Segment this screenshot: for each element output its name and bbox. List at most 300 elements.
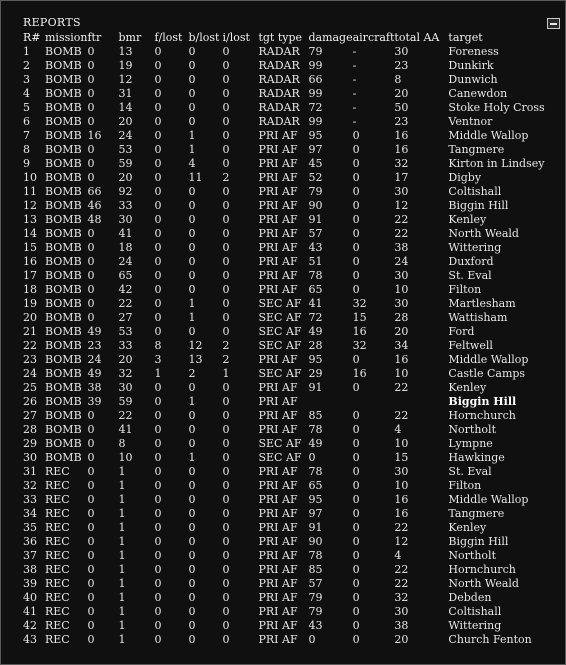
cell-b-lost: 0 [188, 535, 196, 548]
cell-target: Middle Wallop [448, 493, 529, 506]
cell-total-aa: 22 [394, 563, 409, 576]
cell-bmr: 22 [118, 409, 133, 422]
cell-bmr: 1 [118, 465, 126, 478]
cell-aircraft: 0 [352, 255, 360, 268]
cell-tgt-type: SEC AF [258, 297, 302, 310]
col-header-f-lost: f/lost [154, 31, 183, 44]
cell-rnum: 34 [23, 507, 37, 520]
cell-i-lost: 0 [222, 199, 230, 212]
table-row[interactable] [23, 437, 550, 451]
cell-total-aa: 15 [394, 451, 409, 464]
cell-aircraft: - [352, 101, 357, 114]
cell-i-lost: 2 [222, 339, 230, 352]
cell-i-lost: 0 [222, 241, 230, 254]
cell-tgt-type: PRI AF [258, 171, 298, 184]
cell-aircraft: 0 [352, 213, 360, 226]
cell-damage: 43 [308, 619, 323, 632]
cell-rnum: 10 [23, 171, 37, 184]
cell-aircraft: 0 [352, 633, 360, 646]
cell-mission: BOMB [45, 283, 82, 296]
cell-damage: 91 [308, 213, 323, 226]
cell-aircraft: 0 [352, 185, 360, 198]
cell-aircraft: 0 [352, 521, 360, 534]
cell-bmr: 1 [118, 577, 126, 590]
cell-bmr: 8 [118, 437, 126, 450]
cell-f-lost: 0 [154, 87, 162, 100]
cell-damage: 99 [308, 87, 323, 100]
cell-mission: BOMB [45, 423, 82, 436]
cell-total-aa: 20 [394, 325, 409, 338]
cell-f-lost: 0 [154, 143, 162, 156]
cell-total-aa: 16 [394, 507, 409, 520]
cell-f-lost: 1 [154, 367, 162, 380]
cell-mission: BOMB [45, 381, 82, 394]
cell-damage: 97 [308, 143, 323, 156]
cell-damage [308, 395, 352, 409]
cell-damage: 0 [308, 633, 316, 646]
cell-b-lost: 1 [188, 395, 196, 408]
cell-aircraft: 0 [352, 269, 360, 282]
cell-bmr: 20 [118, 353, 133, 366]
table-row[interactable] [23, 101, 550, 115]
cell-target: Hawkinge [448, 451, 505, 464]
table-row[interactable] [23, 129, 550, 143]
table-row[interactable] [23, 283, 550, 297]
table-row[interactable] [23, 521, 550, 535]
cell-mission: REC [45, 479, 70, 492]
cell-bmr: 1 [118, 507, 126, 520]
cell-aircraft: 0 [352, 129, 360, 142]
cell-damage: 97 [308, 507, 323, 520]
cell-tgt-type: PRI AF [258, 227, 298, 240]
cell-target: Hornchurch [448, 563, 516, 576]
cell-target: Stoke Holy Cross [448, 101, 545, 114]
cell-total-aa: 23 [394, 115, 409, 128]
cell-b-lost: 0 [188, 381, 196, 394]
cell-i-lost: 0 [222, 45, 230, 58]
cell-ftr: 0 [87, 87, 95, 100]
cell-rnum: 25 [23, 381, 37, 394]
cell-tgt-type: PRI AF [258, 507, 298, 520]
cell-tgt-type: PRI AF [258, 605, 298, 618]
cell-tgt-type: PRI AF [258, 521, 298, 534]
cell-target: Church Fenton [448, 633, 532, 646]
cell-aircraft: 0 [352, 493, 360, 506]
cell-tgt-type: PRI AF [258, 479, 298, 492]
cell-f-lost: 0 [154, 241, 162, 254]
cell-mission: BOMB [45, 87, 82, 100]
cell-mission: BOMB [45, 409, 82, 422]
cell-bmr: 14 [118, 101, 133, 114]
table-row[interactable] [23, 311, 550, 325]
table-row[interactable] [23, 185, 550, 199]
cell-i-lost: 0 [222, 129, 230, 142]
cell-damage: 49 [308, 437, 323, 450]
table-row[interactable] [23, 353, 550, 367]
cell-f-lost: 0 [154, 619, 162, 632]
cell-target: Hornchurch [448, 409, 516, 422]
table-row[interactable] [23, 115, 550, 129]
cell-mission: REC [45, 619, 70, 632]
cell-f-lost: 0 [154, 563, 162, 576]
cell-ftr: 0 [87, 255, 95, 268]
cell-target: Tangmere [448, 143, 505, 156]
cell-mission: BOMB [45, 129, 82, 142]
cell-f-lost: 0 [154, 507, 162, 520]
cell-ftr: 39 [87, 395, 102, 408]
table-row[interactable] [23, 409, 550, 423]
table-row[interactable] [23, 493, 550, 507]
cell-i-lost: 0 [222, 87, 230, 100]
cell-target: Filton [448, 283, 482, 296]
cell-f-lost: 0 [154, 311, 162, 324]
cell-bmr: 30 [118, 213, 133, 226]
cell-i-lost: 0 [222, 423, 230, 436]
col-header-rnum: R# [23, 31, 41, 44]
cell-b-lost: 0 [188, 59, 196, 72]
cell-aircraft: - [352, 73, 357, 86]
cell-i-lost: 0 [222, 493, 230, 506]
table-row[interactable] [23, 507, 550, 521]
cell-f-lost: 0 [154, 171, 162, 184]
cell-rnum: 4 [23, 87, 30, 100]
cell-i-lost: 0 [222, 185, 230, 198]
cell-b-lost: 0 [188, 437, 196, 450]
cell-target: Kenley [448, 381, 487, 394]
cell-tgt-type: RADAR [258, 73, 300, 86]
cell-ftr: 0 [87, 297, 95, 310]
cell-target: Martlesham [448, 297, 516, 310]
cell-f-lost: 0 [154, 101, 162, 114]
table-row[interactable] [23, 45, 550, 59]
cell-aircraft: - [352, 87, 357, 100]
header-row [23, 31, 550, 45]
cell-total-aa: 10 [394, 367, 409, 380]
cell-i-lost: 1 [222, 367, 230, 380]
cell-aircraft: 0 [352, 479, 360, 492]
cell-tgt-type: PRI AF [258, 591, 298, 604]
cell-tgt-type: PRI AF [258, 549, 298, 562]
cell-total-aa: 30 [394, 45, 409, 58]
cell-damage: 51 [308, 255, 323, 268]
table-row[interactable] [23, 395, 550, 409]
cell-f-lost: 8 [154, 339, 162, 352]
cell-damage: 57 [308, 577, 323, 590]
cell-ftr: 0 [87, 507, 95, 520]
cell-total-aa: 16 [394, 353, 409, 366]
table-row[interactable] [23, 591, 550, 605]
cell-bmr: 19 [118, 59, 133, 72]
cell-bmr: 53 [118, 325, 133, 338]
table-row[interactable] [23, 367, 550, 381]
cell-rnum: 13 [23, 213, 37, 226]
cell-bmr: 1 [118, 633, 126, 646]
table-row[interactable] [23, 213, 550, 227]
cell-total-aa: 22 [394, 227, 409, 240]
cell-aircraft: 0 [352, 465, 360, 478]
cell-bmr: 1 [118, 535, 126, 548]
cell-total-aa: 22 [394, 577, 409, 590]
cell-b-lost: 1 [188, 451, 196, 464]
cell-mission: REC [45, 591, 70, 604]
cell-tgt-type: PRI AF [258, 395, 298, 408]
cell-tgt-type: PRI AF [258, 143, 298, 156]
table-row[interactable] [23, 633, 550, 647]
cell-tgt-type: RADAR [258, 59, 300, 72]
table-row[interactable] [23, 73, 550, 87]
table-row[interactable] [23, 227, 550, 241]
cell-aircraft: 0 [352, 143, 360, 156]
table-row[interactable] [23, 465, 550, 479]
cell-mission: BOMB [45, 115, 82, 128]
cell-i-lost: 0 [222, 465, 230, 478]
cell-i-lost: 0 [222, 437, 230, 450]
cell-damage: 65 [308, 479, 323, 492]
col-header-total-aa: total AA [394, 31, 440, 44]
cell-aircraft: - [352, 45, 357, 58]
table-row[interactable] [23, 87, 550, 101]
cell-i-lost: 0 [222, 213, 230, 226]
cell-damage: 90 [308, 535, 323, 548]
cell-target: Northolt [448, 423, 496, 436]
cell-bmr: 41 [118, 227, 133, 240]
table-row[interactable] [23, 549, 550, 563]
table-row[interactable] [23, 157, 550, 171]
cell-total-aa: 30 [394, 269, 409, 282]
cell-bmr: 59 [118, 395, 133, 408]
cell-b-lost: 1 [188, 143, 196, 156]
cell-ftr: 0 [87, 101, 95, 114]
cell-rnum: 1 [23, 45, 30, 58]
cell-bmr: 41 [118, 423, 133, 436]
cell-tgt-type: PRI AF [258, 157, 298, 170]
cell-rnum: 14 [23, 227, 37, 240]
cell-rnum: 28 [23, 423, 37, 436]
cell-ftr: 66 [87, 185, 102, 198]
cell-b-lost: 0 [188, 633, 196, 646]
cell-ftr: 46 [87, 199, 102, 212]
cell-target: Wattisham [448, 311, 508, 324]
cell-total-aa: 30 [394, 185, 409, 198]
cell-mission: BOMB [45, 157, 82, 170]
cell-total-aa: 8 [394, 73, 402, 86]
cell-b-lost: 0 [188, 255, 196, 268]
table-row[interactable] [23, 59, 550, 73]
cell-b-lost: 0 [188, 577, 196, 590]
cell-i-lost: 0 [222, 633, 230, 646]
cell-i-lost: 0 [222, 605, 230, 618]
cell-target: Kenley [448, 213, 487, 226]
cell-rnum: 43 [23, 633, 37, 646]
cell-total-aa: 30 [394, 297, 409, 310]
table-row[interactable] [23, 255, 550, 269]
table-row[interactable] [23, 423, 550, 437]
cell-i-lost: 2 [222, 353, 230, 366]
cell-target: Biggin Hill [448, 535, 509, 548]
cell-aircraft: 0 [352, 199, 360, 212]
cell-target: Digby [448, 171, 482, 184]
cell-aircraft: 32 [352, 339, 367, 352]
table-row[interactable] [23, 563, 550, 577]
cell-i-lost: 0 [222, 325, 230, 338]
cell-tgt-type: PRI AF [258, 577, 298, 590]
col-header-tgt-type: tgt type [258, 31, 303, 44]
cell-aircraft: 0 [352, 577, 360, 590]
cell-damage: 79 [308, 45, 323, 58]
cell-damage: 99 [308, 59, 323, 72]
cell-total-aa: 17 [394, 171, 409, 184]
table-row[interactable] [23, 577, 550, 591]
cell-tgt-type: PRI AF [258, 381, 298, 394]
table-row[interactable] [23, 241, 550, 255]
cell-aircraft: - [352, 59, 357, 72]
cell-mission: BOMB [45, 395, 82, 408]
cell-target: Middle Wallop [448, 129, 529, 142]
table-row[interactable] [23, 381, 550, 395]
cell-ftr: 0 [87, 423, 95, 436]
table-row[interactable] [23, 339, 550, 353]
cell-b-lost: 0 [188, 269, 196, 282]
cell-i-lost: 0 [222, 395, 230, 408]
cell-ftr: 0 [87, 521, 95, 534]
cell-aircraft: 16 [352, 367, 367, 380]
cell-rnum: 42 [23, 619, 37, 632]
cell-tgt-type: PRI AF [258, 409, 298, 422]
table-row[interactable] [23, 535, 550, 549]
cell-b-lost: 0 [188, 73, 196, 86]
cell-i-lost: 0 [222, 381, 230, 394]
cell-i-lost: 0 [222, 521, 230, 534]
cell-f-lost: 0 [154, 199, 162, 212]
cell-b-lost: 1 [188, 311, 196, 324]
cell-f-lost: 0 [154, 255, 162, 268]
table-row[interactable] [23, 325, 550, 339]
cell-b-lost: 0 [188, 521, 196, 534]
cell-ftr: 48 [87, 213, 102, 226]
col-header-target: target [448, 31, 483, 44]
cell-tgt-type: PRI AF [258, 283, 298, 296]
col-header-damage: damage [308, 31, 353, 44]
cell-ftr: 23 [87, 339, 102, 352]
cell-total-aa: 10 [394, 479, 409, 492]
cell-mission: BOMB [45, 143, 82, 156]
cell-b-lost: 0 [188, 227, 196, 240]
cell-tgt-type: PRI AF [258, 185, 298, 198]
cell-rnum: 31 [23, 465, 37, 478]
cell-aircraft: 32 [352, 297, 367, 310]
cell-damage: 45 [308, 157, 323, 170]
cell-b-lost: 0 [188, 213, 196, 226]
cell-b-lost: 0 [188, 591, 196, 604]
cell-bmr: 13 [118, 45, 133, 58]
cell-total-aa: 22 [394, 381, 409, 394]
cell-damage: 57 [308, 227, 323, 240]
cell-aircraft: 0 [352, 423, 360, 436]
cell-total-aa: 32 [394, 591, 409, 604]
cell-f-lost: 0 [154, 591, 162, 604]
col-header-b-lost: b/lost [188, 31, 220, 44]
cell-f-lost: 0 [154, 633, 162, 646]
cell-i-lost: 0 [222, 283, 230, 296]
cell-i-lost: 0 [222, 101, 230, 114]
cell-i-lost: 0 [222, 143, 230, 156]
cell-ftr: 0 [87, 227, 95, 240]
cell-i-lost: 0 [222, 227, 230, 240]
cell-i-lost: 0 [222, 451, 230, 464]
cell-rnum: 21 [23, 325, 37, 338]
cell-mission: REC [45, 465, 70, 478]
cell-aircraft: 0 [352, 227, 360, 240]
cell-i-lost: 0 [222, 157, 230, 170]
cell-aircraft: 0 [352, 157, 360, 170]
cell-i-lost: 0 [222, 59, 230, 72]
cell-rnum: 37 [23, 549, 37, 562]
cell-aircraft: 15 [352, 311, 367, 324]
cell-b-lost: 4 [188, 157, 196, 170]
cell-f-lost: 0 [154, 409, 162, 422]
cell-ftr: 24 [87, 353, 102, 366]
cell-rnum: 12 [23, 199, 37, 212]
cell-bmr: 42 [118, 283, 133, 296]
cell-mission: BOMB [45, 101, 82, 114]
cell-f-lost: 0 [154, 297, 162, 310]
table-row[interactable] [23, 605, 550, 619]
cell-rnum: 26 [23, 395, 37, 408]
cell-rnum: 33 [23, 493, 37, 506]
minimize-icon[interactable] [547, 18, 560, 29]
table-row[interactable] [23, 199, 550, 213]
cell-aircraft: 0 [352, 171, 360, 184]
cell-target: Canewdon [448, 87, 508, 100]
cell-damage: 95 [308, 129, 323, 142]
table-row[interactable] [23, 297, 550, 311]
cell-target: St. Eval [448, 465, 492, 478]
table-row[interactable] [23, 171, 550, 185]
cell-bmr: 1 [118, 563, 126, 576]
cell-tgt-type: PRI AF [258, 563, 298, 576]
cell-b-lost: 0 [188, 241, 196, 254]
cell-damage: 78 [308, 423, 323, 436]
cell-total-aa: 10 [394, 437, 409, 450]
cell-ftr: 0 [87, 171, 95, 184]
cell-f-lost: 0 [154, 521, 162, 534]
cell-mission: BOMB [45, 353, 82, 366]
cell-target: Northolt [448, 549, 496, 562]
cell-damage: 43 [308, 241, 323, 254]
cell-ftr: 0 [87, 437, 95, 450]
table-row[interactable] [23, 269, 550, 283]
cell-b-lost: 0 [188, 325, 196, 338]
cell-damage: 52 [308, 171, 323, 184]
table-row[interactable] [23, 143, 550, 157]
cell-total-aa: 22 [394, 409, 409, 422]
cell-f-lost: 0 [154, 451, 162, 464]
cell-target: St. Eval [448, 269, 492, 282]
cell-mission: BOMB [45, 185, 82, 198]
cell-bmr: 53 [118, 143, 133, 156]
cell-i-lost: 0 [222, 297, 230, 310]
cell-f-lost: 0 [154, 227, 162, 240]
cell-mission: BOMB [45, 367, 82, 380]
table-row[interactable] [23, 479, 550, 493]
cell-tgt-type: PRI AF [258, 269, 298, 282]
cell-f-lost: 0 [154, 423, 162, 436]
table-row[interactable] [23, 619, 550, 633]
cell-b-lost: 0 [188, 493, 196, 506]
table-row[interactable] [23, 451, 550, 465]
cell-rnum: 17 [23, 269, 37, 282]
cell-f-lost: 0 [154, 395, 162, 408]
